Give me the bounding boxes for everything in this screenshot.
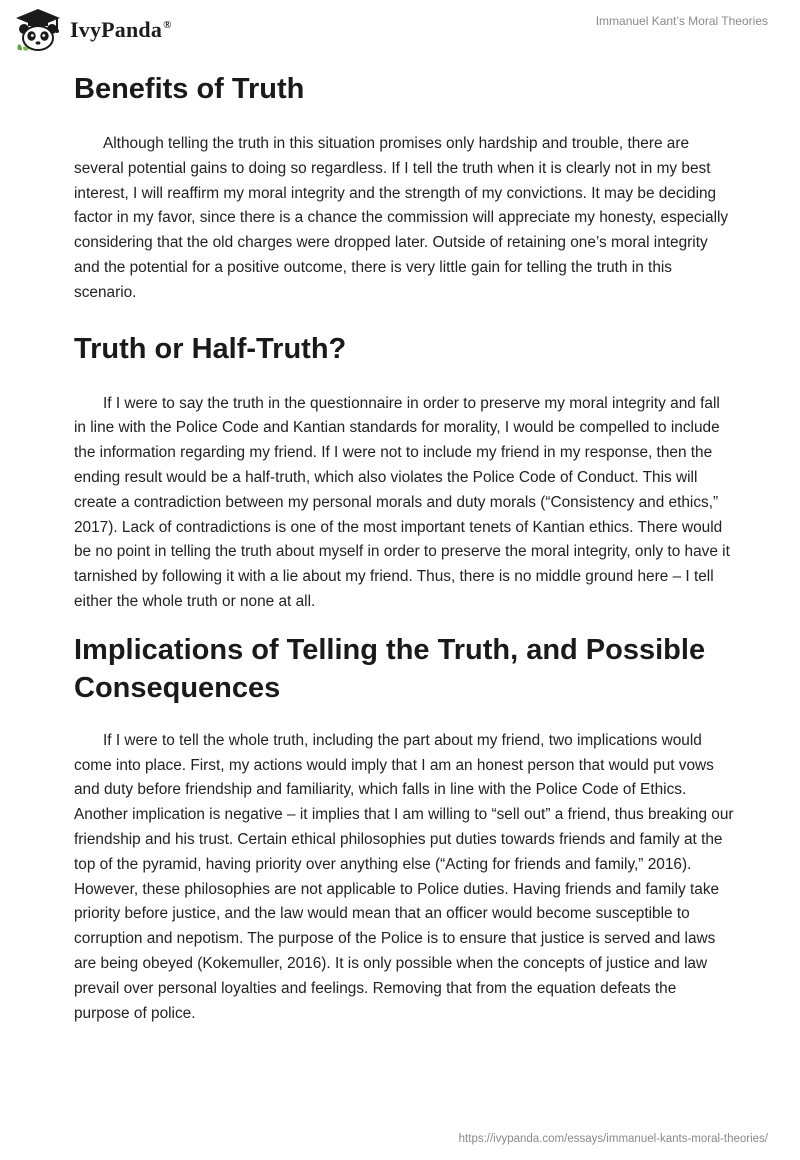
section-paragraph-half-truth: If I were to say the truth in the questionnaire in order to preserve my moral integrity and fall in line with the Police Code and Kantian standards for morality, I would be compelled to include the information regarding my friend. If I were not to include my friend in my response, then the ending result would be a half-truth, which also violates the Police Code of Conduct. This will create a contradiction between my personal morals and duty morals (“Consistency and ethics,” 2017). Lack of contradictions is one of the most important tenets of Kantian ethics. There would be no point in telling the truth about myself in order to preserve the moral integrity, only to have it tarnished by following it with a lie about my friend. Thus, there is no middle ground here – I tell either the whole truth or none at all. [74, 394, 730, 610]
document-title: Immanuel Kant’s Moral Theories [595, 14, 768, 28]
source-url-link[interactable]: https://ivypanda.com/essays/immanuel-kants-moral-theories/ [458, 1133, 768, 1145]
section-heading-half-truth: Truth or Half-Truth? [74, 332, 347, 365]
essay-content [74, 70, 734, 1026]
section-heading-implications: Implications of Telling the Truth, and Possible Consequences [74, 633, 706, 704]
section-heading-benefits: Benefits of Truth [74, 73, 305, 105]
panda-graduation-cap-icon [14, 8, 62, 52]
page-header [0, 0, 800, 60]
ivypanda-logo[interactable] [14, 8, 172, 52]
section-paragraph-benefits: Although telling the truth in this situation promises only hardship and trouble, there are several potential gains to doing so regardless. If I tell the truth when it is clearly not in my best interest, I will reaffirm my moral integrity and the strength of my convictions. It may be deciding factor in my favor, since there is a chance the commission will appreciate my honesty, especially considering that the old charges were dropped later. Outside of retaining one’s moral integrity and the potential for a positive outcome, there is very little gain for telling the truth in this scenario. [74, 135, 729, 301]
trademark-symbol: ® [163, 19, 172, 31]
brand-name: IvyPanda® [70, 17, 172, 42]
section-paragraph-implications: If I were to tell the whole truth, including the part about my friend, two implications would come into place. First, my actions would imply that I am an honest person that would put vows and duty before friendship and familiarity, which falls in line with the Police Code of Ethics. Another implication is negative – it implies that I am willing to “sell out” a friend, thus breaking our friendship and his trust. Certain ethical philosophies put duties towards friends and family at the top of the pyramid, having priority over anything else (“Acting for friends and family,” 2016). However, these philosophies are not applicable to Police duties. Having friends and family take priority before justice, and the law would mean that an officer would become susceptible to corruption and nepotism. The purpose of the Police is to ensure that justice is served and laws are being obeyed (Kokemuller, 2016). It is only possible when the concepts of justice and law prevail over personal loyalties and feelings. Removing that from the equation defeats the purpose of police. [74, 731, 734, 1022]
